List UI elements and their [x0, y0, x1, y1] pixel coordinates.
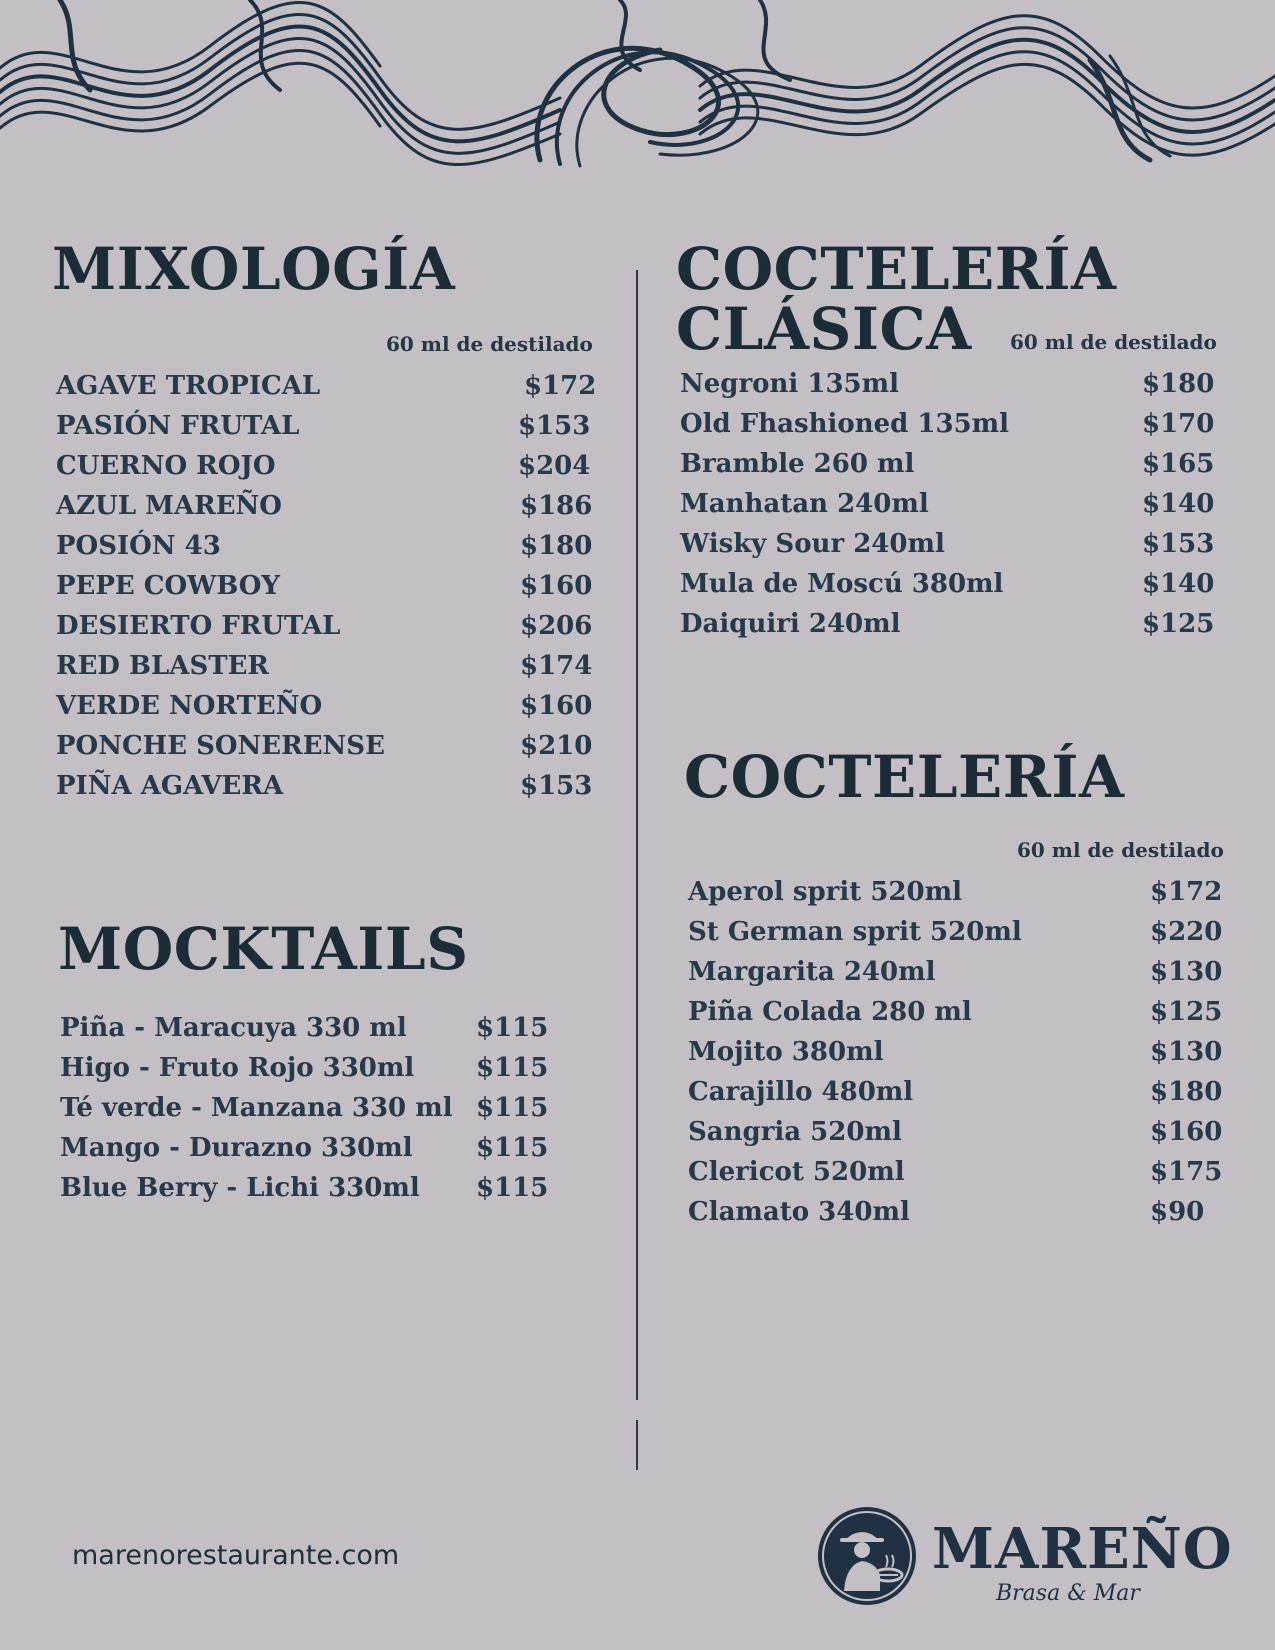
list-item: Wisky Sour 240ml $153 — [680, 524, 1220, 564]
price: $160 — [520, 571, 593, 601]
price: $115 — [476, 1173, 549, 1203]
price: $115 — [476, 1093, 549, 1123]
price: $160 — [520, 691, 593, 721]
price: $180 — [1142, 369, 1215, 399]
price: $204 — [518, 451, 591, 481]
brand-logo — [816, 1505, 1233, 1615]
list-item: RED BLASTER $174 — [56, 646, 596, 686]
list-item: AGAVE TROPICAL $172 — [56, 366, 596, 406]
price: $140 — [1142, 569, 1215, 599]
price: $115 — [476, 1013, 549, 1043]
list-item: Blue Berry - Lichi 330ml $115 — [60, 1168, 580, 1208]
price: $125 — [1142, 609, 1215, 639]
list-item: Margarita 240ml $130 — [688, 952, 1228, 992]
list-item: Mango - Durazno 330ml $115 — [60, 1128, 580, 1168]
list-item: PONCHE SONERENSE $210 — [56, 726, 596, 766]
list-item: Sangria 520ml $160 — [688, 1112, 1228, 1152]
list-item: Aperol sprit 520ml $172 — [688, 872, 1228, 912]
section-title-mocktails: MOCKTAILS — [58, 915, 469, 983]
list-item: Piña Colada 280 ml $125 — [688, 992, 1228, 1032]
list-item: Clericot 520ml $175 — [688, 1152, 1228, 1192]
brand-name: MAREÑO — [932, 1516, 1233, 1582]
price: $170 — [1142, 409, 1215, 439]
list-item: Té verde - Manzana 330 ml $115 — [60, 1088, 580, 1128]
list-item: AZUL MAREÑO $186 — [56, 486, 596, 526]
price: $130 — [1150, 1037, 1223, 1067]
mixologia-list — [56, 366, 596, 806]
section-title-mixologia: MIXOLOGÍA — [52, 235, 456, 303]
price: $220 — [1150, 917, 1223, 947]
list-item: Clamato 340ml $90 — [688, 1192, 1228, 1232]
price: $90 — [1150, 1197, 1205, 1227]
list-item: VERDE NORTEÑO $160 — [56, 686, 596, 726]
section-title-cocteleria: COCTELERÍA — [684, 743, 1125, 811]
list-item: CUERNO ROJO $204 — [56, 446, 596, 486]
list-item: Carajillo 480ml $180 — [688, 1072, 1228, 1112]
column-divider-short — [636, 1420, 638, 1470]
price: $206 — [520, 611, 593, 641]
list-item: Higo - Fruto Rojo 330ml $115 — [60, 1048, 580, 1088]
wave-header-illustration — [0, 0, 1275, 170]
price: $186 — [520, 491, 593, 521]
list-item: PEPE COWBOY $160 — [56, 566, 596, 606]
cocteleria-list — [688, 872, 1228, 1232]
price: $125 — [1150, 997, 1223, 1027]
list-item: Manhatan 240ml $140 — [680, 484, 1220, 524]
list-item: Piña - Maracuya 330 ml $115 — [60, 1008, 580, 1048]
price: $172 — [524, 371, 597, 401]
price: $175 — [1150, 1157, 1223, 1187]
mixologia-note: 60 ml de destilado — [386, 332, 593, 356]
price: $115 — [476, 1133, 549, 1163]
price: $180 — [520, 531, 593, 561]
clasica-list — [680, 364, 1220, 644]
website-link[interactable]: marenorestaurante.com — [72, 1540, 400, 1571]
price: $165 — [1142, 449, 1215, 479]
price: $180 — [1150, 1077, 1223, 1107]
cocteleria-note: 60 ml de destilado — [1017, 838, 1224, 862]
section-title-clasica-line2: CLÁSICA — [676, 295, 972, 363]
price: $153 — [1142, 529, 1215, 559]
list-item: Mula de Moscú 380ml $140 — [680, 564, 1220, 604]
price: $140 — [1142, 489, 1215, 519]
price: $153 — [520, 771, 593, 801]
list-item: Daiquiri 240ml $125 — [680, 604, 1220, 644]
brand-tagline: Brasa & Mar — [996, 1581, 1140, 1606]
chef-grill-icon — [816, 1505, 918, 1607]
list-item: PASIÓN FRUTAL $153 — [56, 406, 596, 446]
list-item: Old Fhashioned 135ml $170 — [680, 404, 1220, 444]
section-title-clasica-line1: COCTELERÍA — [676, 235, 1117, 303]
clasica-note: 60 ml de destilado — [1010, 330, 1217, 354]
price: $160 — [1150, 1117, 1223, 1147]
mocktails-list — [60, 1008, 580, 1208]
list-item: Bramble 260 ml $165 — [680, 444, 1220, 484]
price: $130 — [1150, 957, 1223, 987]
list-item: Negroni 135ml $180 — [680, 364, 1220, 404]
price: $172 — [1150, 877, 1223, 907]
price: $174 — [520, 651, 593, 681]
price: $115 — [476, 1053, 549, 1083]
column-divider — [636, 270, 638, 1400]
list-item: POSIÓN 43 $180 — [56, 526, 596, 566]
price: $210 — [520, 731, 593, 761]
price: $153 — [518, 411, 591, 441]
list-item: St German sprit 520ml $220 — [688, 912, 1228, 952]
list-item: Mojito 380ml $130 — [688, 1032, 1228, 1072]
list-item: PIÑA AGAVERA $153 — [56, 766, 596, 806]
list-item: DESIERTO FRUTAL $206 — [56, 606, 596, 646]
